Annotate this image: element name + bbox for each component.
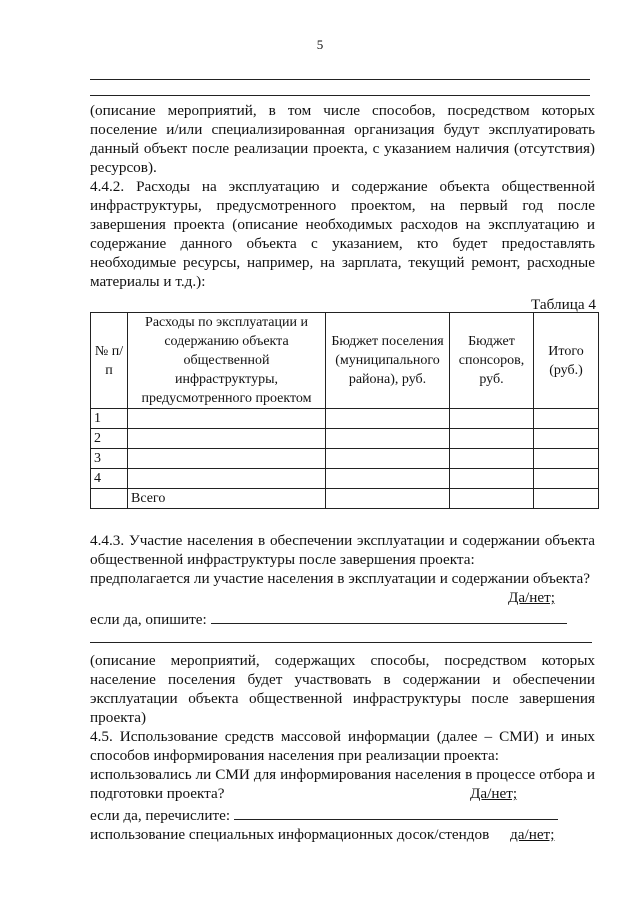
table-cell[interactable] <box>128 409 326 429</box>
table-cell[interactable] <box>534 409 599 429</box>
table-cell[interactable] <box>450 489 534 509</box>
table-row <box>91 469 599 489</box>
header-expenses: Расходы по эксплуатации и содержанию объекта общественной инфраструктуры, предусмотренного проектом <box>128 313 326 409</box>
if-yes-describe-label: если да, опишите: <box>90 611 207 628</box>
if-yes-describe-row <box>90 609 595 629</box>
table-cell[interactable] <box>326 489 450 509</box>
block1-note <box>90 101 595 177</box>
table-cell[interactable] <box>450 449 534 469</box>
preparation-question: подготовки проекта? <box>90 785 225 802</box>
blank-line-1 <box>90 79 590 80</box>
section-45 <box>90 727 595 803</box>
header-sponsor-budget: Бюджет спонсоров, руб. <box>450 313 534 409</box>
boards-row <box>90 825 595 844</box>
table-cell[interactable] <box>326 449 450 469</box>
text-line: способов информирования населения при реализации проекта: <box>90 747 499 764</box>
table-cell: 1 <box>91 409 128 429</box>
text-line: инфраструктуры, предусмотренного проектом, на первый год после <box>90 197 595 214</box>
note-line: поселение и/или специализированная организация будут эксплуатировать <box>90 121 595 138</box>
note-line: данный объект после реализации проекта, с указанием наличия (отсутствия) <box>90 140 595 157</box>
table-cell <box>91 489 128 509</box>
table-cell[interactable] <box>326 409 450 429</box>
table-header-row <box>91 313 599 409</box>
text-line: общественной инфраструктуры после завершения проекта: <box>90 551 475 568</box>
list-input-line[interactable] <box>234 805 558 820</box>
table-cell[interactable] <box>128 469 326 489</box>
text-line: завершения проекта (описание необходимых расходов на эксплуатацию и <box>90 216 595 233</box>
if-yes-list-label: если да, перечислите: <box>90 807 231 824</box>
table-cell[interactable] <box>534 489 599 509</box>
table-cell: 4 <box>91 469 128 489</box>
blank-line-2 <box>90 95 590 96</box>
header-total: Итого (руб.) <box>534 313 599 409</box>
yes-no-answer[interactable]: Да/нет; <box>507 589 555 606</box>
table-cell[interactable] <box>450 469 534 489</box>
note-line: проекта) <box>90 709 147 726</box>
block2-note <box>90 651 595 727</box>
table-row <box>91 409 599 429</box>
text-line: 4.5. Использование средств массовой информации (далее – СМИ) и иных <box>90 728 595 745</box>
yes-no-answer[interactable]: да/нет; <box>510 826 555 843</box>
text-line: предполагается ли участие населения в эксплуатации и содержании объекта? <box>90 570 591 587</box>
blank-line-3 <box>90 642 592 643</box>
table-cell[interactable] <box>534 429 599 449</box>
note-line: (описание мероприятий, в том числе способов, посредством которых <box>90 102 595 119</box>
section-443 <box>90 531 595 607</box>
table-cell: 3 <box>91 449 128 469</box>
table-row <box>91 449 599 469</box>
header-number: № п/п <box>91 313 128 409</box>
text-line: использовались ли СМИ для информирования населения в процессе отбора и <box>90 766 595 783</box>
table-cell[interactable] <box>534 469 599 489</box>
table-cell[interactable] <box>128 429 326 449</box>
text-line: необходимые ресурсы, например, на зарплата, текущий ремонт, расходные <box>90 254 595 271</box>
text-line: материалы и т.д.): <box>90 273 206 290</box>
page-number: 5 <box>316 37 324 52</box>
table-row <box>91 429 599 449</box>
note-line: эксплуатации объекта общественной инфраструктуры после завершения <box>90 690 595 707</box>
table-cell[interactable] <box>450 409 534 429</box>
total-label-cell: Всего <box>128 489 326 509</box>
table-cell[interactable] <box>450 429 534 449</box>
table-caption: Таблица 4 <box>531 296 596 313</box>
table-cell[interactable] <box>128 449 326 469</box>
text-line: содержание данного объекта с указанием, кто будет предоставлять <box>90 235 595 252</box>
yes-no-answer[interactable]: Да/нет; <box>470 785 518 802</box>
table-cell[interactable] <box>326 469 450 489</box>
if-yes-list-row <box>90 805 595 825</box>
text-line: 4.4.3. Участие населения в обеспечении эксплуатации и содержании объекта <box>90 532 595 549</box>
note-line: (описание мероприятий, содержащих способы, посредством которых <box>90 652 595 669</box>
header-local-budget: Бюджет поселения (муниципального района), руб. <box>326 313 450 409</box>
describe-input-line[interactable] <box>211 609 567 624</box>
text-line: 4.4.2. Расходы на эксплуатацию и содержание объекта общественной <box>90 178 595 195</box>
table-cell: 2 <box>91 429 128 449</box>
note-line: население поселения будет участвовать в содержании и обеспечении <box>90 671 595 688</box>
note-line: ресурсов). <box>90 159 157 176</box>
table-cell[interactable] <box>326 429 450 449</box>
boards-question: использование специальных информационных досок/стендов <box>90 826 490 843</box>
expenses-table <box>90 312 599 509</box>
section-442 <box>90 177 595 291</box>
table-cell[interactable] <box>534 449 599 469</box>
table-total-row <box>91 489 599 509</box>
